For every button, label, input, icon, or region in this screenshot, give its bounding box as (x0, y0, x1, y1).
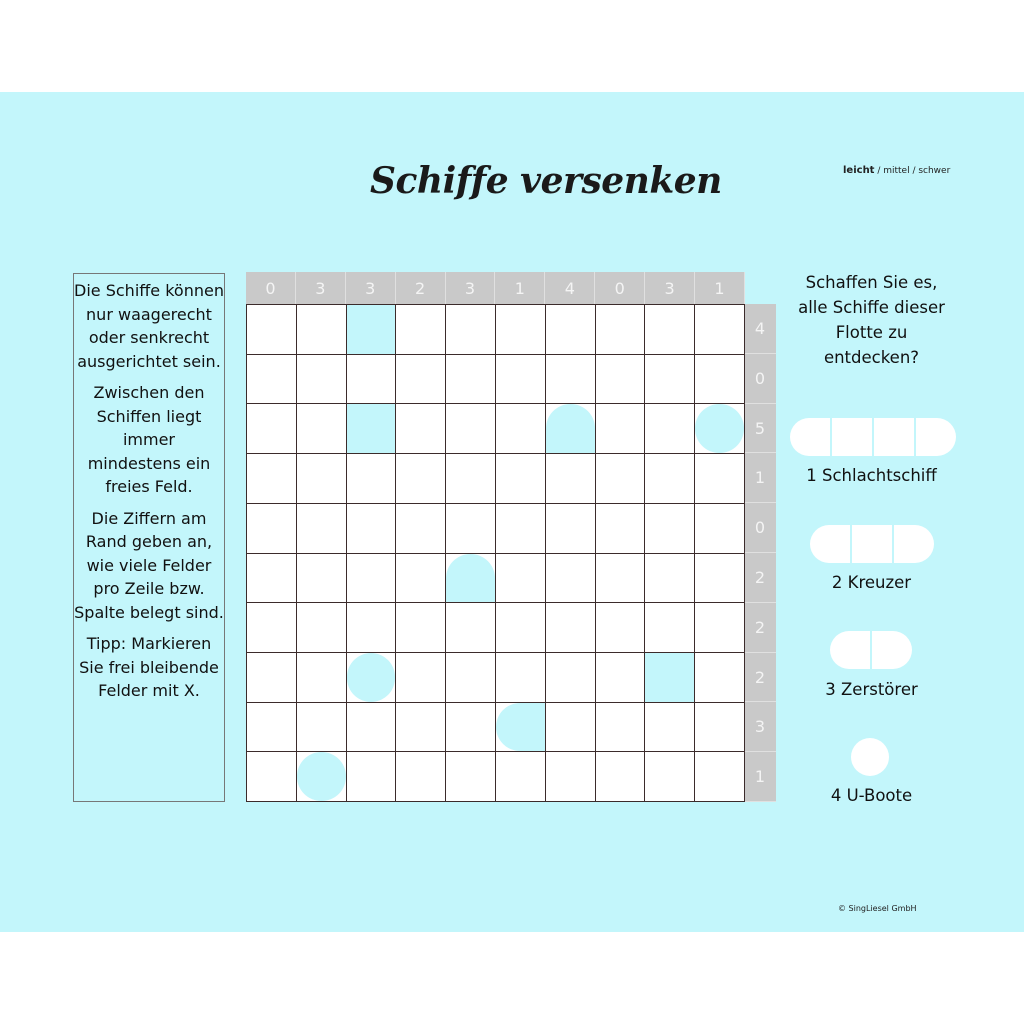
cruiser-icon (810, 525, 934, 563)
grid-cell[interactable] (347, 653, 397, 703)
grid-cell[interactable] (695, 504, 745, 554)
grid-cell[interactable] (396, 504, 446, 554)
grid-cell[interactable] (247, 305, 297, 355)
submarine-icon (851, 738, 889, 776)
grid-cell[interactable] (297, 404, 347, 454)
grid-cell[interactable] (446, 454, 496, 504)
grid-cell[interactable] (446, 504, 496, 554)
grid-cell[interactable] (546, 355, 596, 405)
row-clue: 5 (744, 404, 776, 454)
row-clue: 0 (744, 354, 776, 404)
grid-cell[interactable] (496, 653, 546, 703)
grid-cell[interactable] (496, 504, 546, 554)
grid-cell[interactable] (297, 355, 347, 405)
difficulty-indicator (843, 165, 950, 176)
grid-cell[interactable] (596, 404, 646, 454)
column-clue: 0 (595, 272, 645, 304)
fleet-label-submarine: 4 U-Boote (830, 786, 913, 805)
difficulty-options: / mittel / schwer (874, 166, 951, 176)
grid-cell[interactable] (347, 703, 397, 753)
column-clue: 4 (545, 272, 595, 304)
fleet-label-cruiser: 2 Kreuzer (831, 573, 912, 592)
grid-cell[interactable] (546, 603, 596, 653)
ship-hint-end-top (446, 554, 495, 603)
grid-cell[interactable] (546, 504, 596, 554)
grid-cell[interactable] (247, 404, 297, 454)
row-clue: 2 (744, 603, 776, 653)
fleet-question: Schaffen Sie es, alle Schiffe dieser Flotte zu entdecken? (798, 273, 945, 367)
fleet-label-battleship: 1 Schlachtschiff (806, 466, 937, 485)
page-title: Schiffe versenken (370, 160, 722, 202)
grid-cell[interactable] (596, 305, 646, 355)
battleship-icon (790, 418, 956, 456)
grid-cell[interactable] (645, 504, 695, 554)
grid-cell[interactable] (396, 703, 446, 753)
column-clue: 1 (495, 272, 545, 304)
grid-cell[interactable] (297, 653, 347, 703)
column-clue: 0 (246, 272, 296, 304)
instruction-text: Die Ziffern am Rand geben an, wie viele Felder pro Zeile bzw. Spalte belegt sind. (74, 508, 224, 622)
grid-cell[interactable] (297, 305, 347, 355)
grid-cell[interactable] (596, 355, 646, 405)
grid-cell[interactable] (396, 454, 446, 504)
ship-hint-circle (297, 752, 346, 801)
grid-cell[interactable] (496, 554, 546, 604)
grid-cell[interactable] (695, 752, 745, 802)
column-clue: 3 (446, 272, 496, 304)
grid-cell[interactable] (396, 603, 446, 653)
grid-cell[interactable] (645, 554, 695, 604)
grid-cell[interactable] (546, 752, 596, 802)
grid-cell[interactable] (596, 554, 646, 604)
grid-cell[interactable] (446, 752, 496, 802)
grid-cell[interactable] (546, 554, 596, 604)
grid-cell[interactable] (446, 653, 496, 703)
grid-cell[interactable] (596, 703, 646, 753)
grid-cell[interactable] (546, 653, 596, 703)
grid-cell[interactable] (396, 752, 446, 802)
grid-cell[interactable] (596, 454, 646, 504)
grid-cell[interactable] (496, 703, 546, 753)
grid-cell[interactable] (645, 454, 695, 504)
grid-cell[interactable] (396, 554, 446, 604)
grid-cell[interactable] (446, 703, 496, 753)
row-clue: 2 (744, 553, 776, 603)
instructions-box (73, 273, 225, 802)
grid-cell[interactable] (247, 603, 297, 653)
grid-cell[interactable] (347, 305, 397, 355)
fleet-label-destroyer: 3 Zerstörer (825, 680, 918, 699)
grid-cell[interactable] (247, 454, 297, 504)
grid-cell[interactable] (645, 305, 695, 355)
grid-cell[interactable] (546, 305, 596, 355)
destroyer-icon (830, 631, 912, 669)
grid-cell[interactable] (645, 603, 695, 653)
grid-cell[interactable] (596, 603, 646, 653)
grid-cell[interactable] (247, 355, 297, 405)
grid-cell[interactable] (496, 752, 546, 802)
grid-cell[interactable] (396, 355, 446, 405)
column-clue: 3 (296, 272, 346, 304)
ship-hint-square (645, 653, 694, 702)
difficulty-selected: leicht (843, 165, 875, 176)
grid-cell[interactable] (645, 355, 695, 405)
grid-cell[interactable] (645, 752, 695, 802)
grid-cell[interactable] (596, 752, 646, 802)
grid-cell[interactable] (297, 554, 347, 604)
grid-cell[interactable] (396, 305, 446, 355)
grid-cell[interactable] (645, 404, 695, 454)
grid-cell[interactable] (446, 305, 496, 355)
grid-cell[interactable] (596, 653, 646, 703)
grid-cell[interactable] (546, 703, 596, 753)
instruction-text: Die Schiffe können nur waagerecht oder senkrecht ausgerichtet sein. (74, 281, 224, 371)
grid-cell[interactable] (695, 404, 745, 454)
column-clue: 2 (396, 272, 446, 304)
grid-cell[interactable] (496, 603, 546, 653)
row-clues (744, 304, 776, 802)
grid-cell[interactable] (446, 355, 496, 405)
instruction-text: Zwischen den Schiffen liegt immer mindestens ein freies Feld. (87, 383, 211, 496)
row-clue: 0 (744, 503, 776, 553)
grid-cell[interactable] (695, 603, 745, 653)
grid-cell[interactable] (546, 454, 596, 504)
grid-cell[interactable] (695, 454, 745, 504)
grid-cell[interactable] (347, 603, 397, 653)
ship-hint-end-top (546, 404, 595, 453)
grid-cell[interactable] (496, 305, 546, 355)
ship-hint-circle (347, 653, 396, 702)
copyright: © SingLiesel GmbH (838, 904, 917, 913)
game-board (246, 304, 745, 802)
grid-cell[interactable] (446, 603, 496, 653)
grid-cell[interactable] (645, 653, 695, 703)
grid-cell[interactable] (247, 554, 297, 604)
grid-cell[interactable] (695, 653, 745, 703)
grid-cell[interactable] (247, 504, 297, 554)
grid-cell[interactable] (247, 653, 297, 703)
ship-hint-circle (695, 404, 744, 453)
grid-cell[interactable] (645, 703, 695, 753)
grid-cell[interactable] (396, 653, 446, 703)
grid-cell[interactable] (297, 752, 347, 802)
grid-cell[interactable] (347, 404, 397, 454)
grid-cell[interactable] (297, 703, 347, 753)
grid-cell[interactable] (247, 752, 297, 802)
grid-cell[interactable] (596, 504, 646, 554)
grid-cell[interactable] (446, 404, 496, 454)
ship-hint-square (347, 305, 396, 354)
row-clue: 1 (744, 453, 776, 503)
grid-cell[interactable] (347, 504, 397, 554)
grid-cell[interactable] (496, 454, 546, 504)
grid-cell[interactable] (446, 554, 496, 604)
instruction-text: Tipp: Markieren Sie frei bleibende Felder mit X. (79, 634, 219, 700)
grid-cell[interactable] (297, 603, 347, 653)
grid-cell[interactable] (347, 752, 397, 802)
grid-cell[interactable] (496, 355, 546, 405)
row-clue: 2 (744, 653, 776, 703)
grid-cell[interactable] (347, 355, 397, 405)
grid-cell[interactable] (496, 404, 546, 454)
grid-cell[interactable] (695, 554, 745, 604)
row-clue: 3 (744, 702, 776, 752)
ship-hint-square (347, 404, 396, 453)
column-clue: 3 (645, 272, 695, 304)
grid-cell[interactable] (695, 355, 745, 405)
grid-cell[interactable] (347, 554, 397, 604)
grid-cell[interactable] (297, 504, 347, 554)
ship-hint-end-left (496, 703, 545, 752)
grid-cell[interactable] (695, 703, 745, 753)
grid-cell[interactable] (247, 703, 297, 753)
column-clue: 3 (346, 272, 396, 304)
grid-cell[interactable] (297, 454, 347, 504)
column-clues (246, 272, 745, 304)
row-clue: 1 (744, 752, 776, 802)
grid-cell[interactable] (546, 404, 596, 454)
grid-cell[interactable] (695, 305, 745, 355)
grid-cell[interactable] (347, 454, 397, 504)
grid-cell[interactable] (396, 404, 446, 454)
row-clue: 4 (744, 304, 776, 354)
column-clue: 1 (695, 272, 745, 304)
